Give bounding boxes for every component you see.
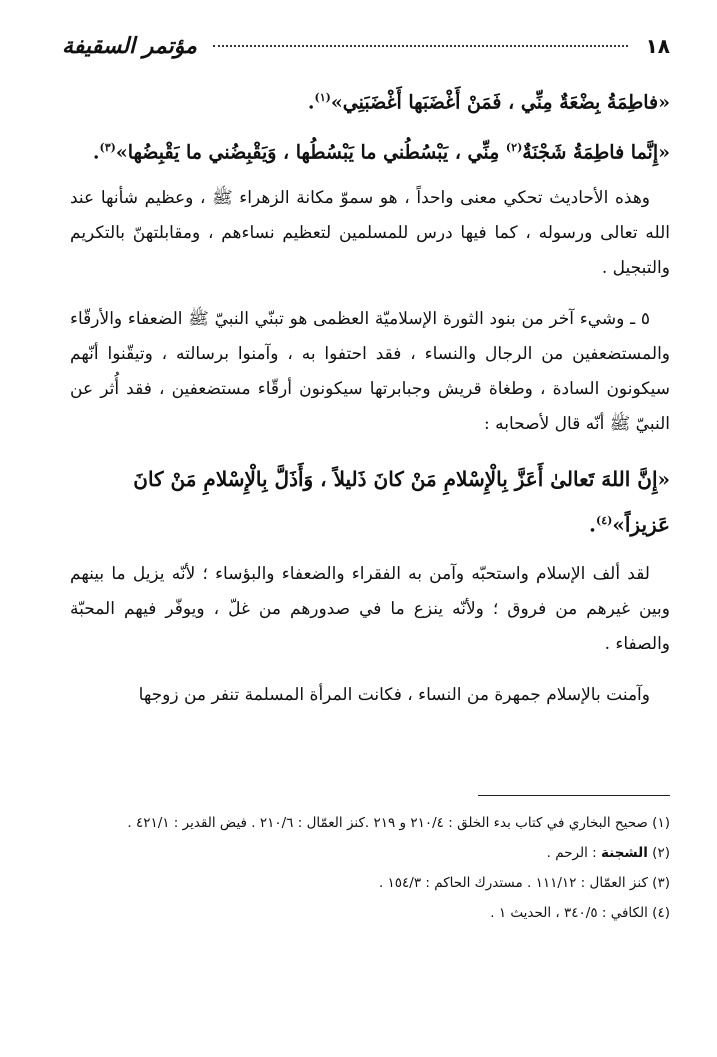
footnote-text: صحيح البخاري في كتاب بدء الخلق : ٢١٠/٤ و ٢١٩ .كنز العمّال : ٢١٠/٦ . فيض القدير : ٤٢١/١ . (127, 815, 648, 831)
footnote-1 (70, 810, 670, 837)
page-number: ١٨ (645, 34, 670, 58)
footnote-4 (70, 900, 670, 927)
footnote-separator (478, 795, 670, 796)
footnotes (70, 810, 670, 930)
footnote-text: : الرحم . (546, 845, 597, 861)
hadith-quote-3: «إِنَّ اللهَ تَعالىٰ أَعَزَّ بِالْإِسْلامِ مَنْ كانَ ذَليلاً ، وَأَذَلَّ بِالْإِسْلامِ مَنْ كانَ عَزيزاً»$^{(٤)}$. (133, 466, 670, 537)
paragraph-3: لقد ألف الإسلام واستحبّه وآمن به الفقراء والضعفاء والبؤساء ؛ لأنّه يزيل ما بينهم وبين غيرهم من فروق ؛ ولأنّه ينزع ما في صدورهم من غلّ ، ويوفّر فيهم المحبّة والصفاء . (70, 564, 670, 655)
footnote-3 (70, 870, 670, 897)
paragraph-4: وآمنت بالإسلام جمهرة من النساء ، فكانت المرأة المسلمة تنفر من زوجها (138, 685, 650, 706)
footnote-text: كنز العمّال : ١١١/١٢ . مستدرك الحاكم : ١٥٤/٣ . (378, 875, 648, 891)
footnote-ref-4: (٤) (596, 513, 613, 527)
footnote-2 (70, 840, 670, 867)
header-dotted-leader (213, 45, 628, 47)
main-content (70, 80, 670, 729)
page-header (62, 26, 670, 66)
footnote-ref-3: (٣) (99, 141, 116, 155)
hadith-2-text-b: مِنِّي ، يَبْسُطُني ما يَبْسُطُها ، وَيَقْبِضُني ما يَقْبِضُها» (115, 141, 506, 164)
footnote-text: الكافي : ٣٤٠/٥ ، الحديث ١ . (490, 905, 648, 921)
book-title: مؤتمر السقيفة (62, 33, 197, 59)
footnote-ref-1: (١) (314, 91, 331, 104)
footnote-number: (١) (652, 815, 670, 831)
hadith-2-text-a: «إِنَّما فاطِمَةُ شَجْنَةٌ (522, 141, 670, 164)
footnote-ref-2: (٢) (505, 141, 523, 155)
footnote-term: الشجنة (601, 845, 648, 861)
footnote-number: (٣) (652, 875, 670, 891)
paragraph-2: ٥ ـ وشيء آخر من بنود الثورة الإسلاميّة العظمى هو تبنّي النبيّ ﷺ الضعفاء والأرقّاء والمستضعفين من الرجال والنساء ، فقد احتفوا به ، وآمنوا برسالته ، وتيقّنوا أنّهم سيكونون السادة ، وطغاة قريش وجبابرتها سيكونون أرقّاء مستضعفين ، فقد أُثر عن النبيّ ﷺ أنّه قال لأصحابه : (70, 308, 670, 434)
footnote-number: (٤) (652, 905, 670, 921)
hadith-quote-1: «فاطِمَةُ بِضْعَةٌ مِنِّي ، فَمَنْ أَغْضَبَها أَغْضَبَنِي»$^{(١)}$. (307, 91, 670, 114)
hadith-3-text: «إِنَّ اللهَ تَعالىٰ أَعَزَّ بِالْإِسْلامِ مَنْ كانَ ذَليلاً ، وَأَذَلَّ بِالْإِسْلامِ مَنْ كانَ عَزيزاً» (133, 466, 670, 537)
footnote-number: (٢) (652, 845, 670, 861)
hadith-quote-2: «إِنَّما فاطِمَةُ شَجْنَةٌ$^{(٢)}$ مِنِّي ، يَبْسُطُني ما يَبْسُطُها ، وَيَقْبِضُني ما يَقْبِضُها»$^{(٣)}$. (92, 141, 670, 164)
paragraph-1: وهذه الأحاديث تحكي معنى واحداً ، هو سموّ مكانة الزهراء ﷺ ، وعظيم شأنها عند الله تعالى ورسوله ، كما فيها درس للمسلمين لتعظيم نساءهم ، ومقابلتهنّ بالتكريم والتبجيل . (70, 187, 670, 278)
hadith-1-text: «فاطِمَةُ بِضْعَةٌ مِنِّي ، فَمَنْ أَغْضَبَها أَغْضَبَنِي» (330, 91, 670, 114)
